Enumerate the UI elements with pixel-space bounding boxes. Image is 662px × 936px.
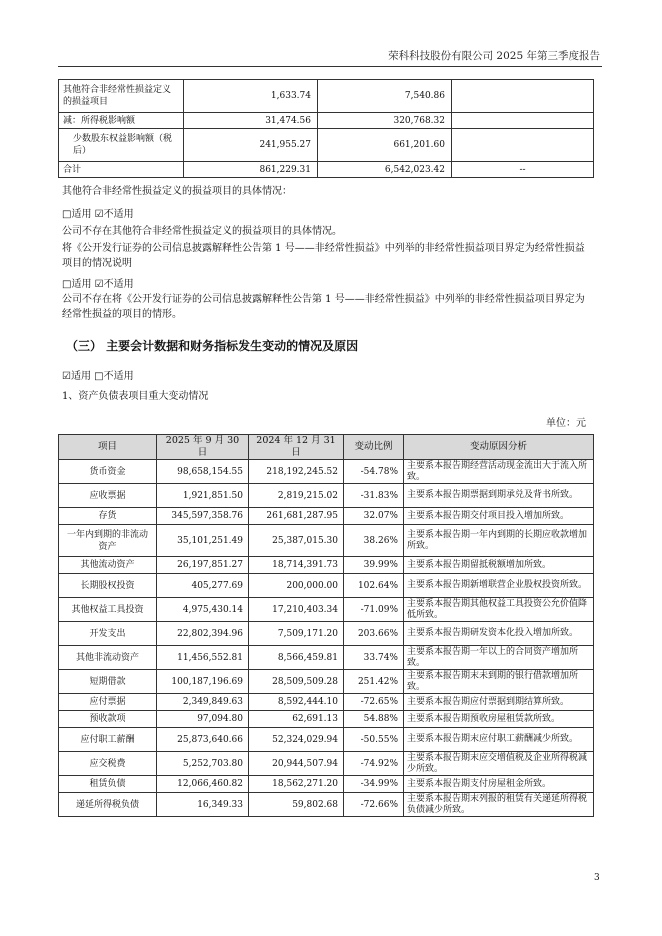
table-cell-item: 一年内到期的非流动资产 <box>59 525 157 557</box>
header-divider <box>58 66 602 67</box>
table-cell-reason: 主要系本报告期经营活动现金流出大于流入所致。 <box>404 460 594 484</box>
table-row <box>59 622 594 646</box>
table-cell-pct: 251.42% <box>344 670 404 694</box>
table-cell-b: 7,509,171.20 <box>249 622 344 646</box>
table-cell-a: 26,197,851.27 <box>157 557 249 574</box>
table-cell-a: 35,101,251.49 <box>157 525 249 557</box>
table-cell-b: 28,509,509.28 <box>249 670 344 694</box>
table-cell-pct: 39.99% <box>344 557 404 574</box>
table-row <box>59 574 594 598</box>
table-cell-reason: 主要系本报告期交付项目投入增加所致。 <box>404 508 594 525</box>
table-cell: 合计 <box>59 162 184 178</box>
table-cell-item: 开发支出 <box>59 622 157 646</box>
table-cell-reason: 主要系本报告期新增联营企业股权投资所致。 <box>404 574 594 598</box>
table-cell-pct: -34.99% <box>344 776 404 793</box>
column-header: 变动比例 <box>344 435 404 460</box>
table-cell-pct: 38.26% <box>344 525 404 557</box>
table-cell: -- <box>452 162 594 178</box>
table-cell: 31,474.56 <box>184 113 318 129</box>
applicability-checkbox: ☑适用 □不适用 <box>62 371 134 382</box>
table-cell-pct: -74.92% <box>344 752 404 776</box>
table-cell-reason: 主要系本报告期一年以上的合同资产增加所致。 <box>404 646 594 670</box>
table-row <box>59 484 594 508</box>
table-row <box>59 460 594 484</box>
table-cell-item: 其他非流动资产 <box>59 646 157 670</box>
table-cell-a: 345,597,358.76 <box>157 508 249 525</box>
table-cell-a: 16,349.33 <box>157 793 249 817</box>
table-cell-item: 应交税费 <box>59 752 157 776</box>
table-cell: 7,540.86 <box>318 80 452 113</box>
table-row <box>59 646 594 670</box>
table-row <box>59 129 594 162</box>
table-cell-b: 20,944,507.94 <box>249 752 344 776</box>
table-cell-pct: -72.65% <box>344 694 404 711</box>
table-cell-reason: 主要系本报告期末应付职工薪酬减少所致。 <box>404 728 594 752</box>
table-cell-reason: 主要系本报告期其他权益工具投资公允价值降低所致。 <box>404 598 594 622</box>
table-cell-a: 1,921,851.50 <box>157 484 249 508</box>
table-cell-a: 12,066,460.82 <box>157 776 249 793</box>
table-cell: 861,229.31 <box>184 162 318 178</box>
table-cell-b: 18,714,391.73 <box>249 557 344 574</box>
table-cell-item: 货币资金 <box>59 460 157 484</box>
table-row <box>59 508 594 525</box>
table-cell-item: 应付票据 <box>59 694 157 711</box>
table-row <box>59 80 594 113</box>
table-cell-pct: -72.66% <box>344 793 404 817</box>
table-row <box>59 113 594 129</box>
table-cell-b: 218,192,245.52 <box>249 460 344 484</box>
table-cell-a: 4,975,430.14 <box>157 598 249 622</box>
table-cell-reason: 主要系本报告期末未到期的银行借款增加所致。 <box>404 670 594 694</box>
table-cell-item: 租赁负债 <box>59 776 157 793</box>
table-row <box>59 793 594 817</box>
table-cell-item: 其他流动资产 <box>59 557 157 574</box>
table-cell-reason: 主要系本报告期预收房屋租赁款所致。 <box>404 711 594 728</box>
table-cell-b: 59,802.68 <box>249 793 344 817</box>
table-cell-b: 261,681,287.95 <box>249 508 344 525</box>
paragraph: 将《公开发行证券的公司信息披露解释性公告第 1 号——非经常性损益》中列举的非经常性损益项目界定为经常性损益项目的情况说明 <box>62 243 585 269</box>
table-cell-b: 200,000.00 <box>249 574 344 598</box>
table-cell-reason: 主要系本报告期一年内到期的长期应收款增加所致。 <box>404 525 594 557</box>
table-cell-b: 62,691.13 <box>249 711 344 728</box>
subsection-title: 1、资产负债表项目重大变动情况 <box>62 391 209 402</box>
page-header: 荣科科技股份有限公司 2025 年第三季度报告 <box>388 50 600 62</box>
table-cell: 减：所得税影响额 <box>59 113 184 129</box>
table-cell: 6,542,023.42 <box>318 162 452 178</box>
table-cell <box>452 129 594 162</box>
table-cell: 少数股东权益影响额（税后） <box>59 129 184 162</box>
table-cell-a: 98,658,154.55 <box>157 460 249 484</box>
table-cell-a: 25,873,640.66 <box>157 728 249 752</box>
table-cell-b: 25,387,015.30 <box>249 525 344 557</box>
table-cell-a: 405,277.69 <box>157 574 249 598</box>
table-cell-b: 8,566,459.81 <box>249 646 344 670</box>
table-cell-item: 递延所得税负债 <box>59 793 157 817</box>
table-cell <box>452 80 594 113</box>
table-cell-reason: 主要系本报告期应付票据到期结算所致。 <box>404 694 594 711</box>
table-cell-item: 长期股权投资 <box>59 574 157 598</box>
paragraph: 其他符合非经常性损益定义的损益项目的具体情况： <box>62 186 292 197</box>
table-cell: 241,955.27 <box>184 129 318 162</box>
table-cell <box>452 113 594 129</box>
table-cell-a: 97,094.80 <box>157 711 249 728</box>
table-cell: 320,768.32 <box>318 113 452 129</box>
table-cell-b: 18,562,271.20 <box>249 776 344 793</box>
table-cell-pct: -54.78% <box>344 460 404 484</box>
table-cell-reason: 主要系本报告期票据到期承兑及背书所致。 <box>404 484 594 508</box>
table-cell-pct: 33.74% <box>344 646 404 670</box>
table-cell-pct: -31.83% <box>344 484 404 508</box>
table-cell-a: 11,456,552.81 <box>157 646 249 670</box>
table-cell-reason: 主要系本报告期末列报的租赁有关递延所得税负债减少所致。 <box>404 793 594 817</box>
table-cell-item: 应收票据 <box>59 484 157 508</box>
table-cell-pct: -50.55% <box>344 728 404 752</box>
table-cell-item: 短期借款 <box>59 670 157 694</box>
table-cell-reason: 主要系本报告期末应交增值税及企业所得税减少所致。 <box>404 752 594 776</box>
table-cell-b: 17,210,403.34 <box>249 598 344 622</box>
balance-sheet-changes-table <box>58 434 594 817</box>
table-row <box>59 670 594 694</box>
table-row <box>59 694 594 711</box>
table-cell-item: 存货 <box>59 508 157 525</box>
table-cell-item: 应付职工薪酬 <box>59 728 157 752</box>
column-header: 2024 年 12 月 31 日 <box>249 435 344 460</box>
table-cell-pct: 203.66% <box>344 622 404 646</box>
table-cell-reason: 主要系本报告期支付房屋租金所致。 <box>404 776 594 793</box>
table-cell-pct: 102.64% <box>344 574 404 598</box>
column-header: 变动原因分析 <box>404 435 594 460</box>
unit-label: 单位：元 <box>546 418 586 429</box>
table-cell: 其他符合非经常性损益定义的损益项目 <box>59 80 184 113</box>
table-cell: 661,201.60 <box>318 129 452 162</box>
table-row <box>59 776 594 793</box>
applicability-checkbox: □适用 ☑不适用 <box>62 279 134 290</box>
table-cell-a: 22,802,394.96 <box>157 622 249 646</box>
table-row <box>59 598 594 622</box>
column-header: 项目 <box>59 435 157 460</box>
table-cell-reason: 主要系本报告期研发资本化投入增加所致。 <box>404 622 594 646</box>
table-cell-item: 预收款项 <box>59 711 157 728</box>
table-cell: 1,633.74 <box>184 80 318 113</box>
non-recurring-gains-table <box>58 79 594 178</box>
table-cell-pct: 54.88% <box>344 711 404 728</box>
table-header-row <box>59 435 594 460</box>
table-cell-a: 5,252,703.80 <box>157 752 249 776</box>
table-cell-reason: 主要系本报告期留抵税额增加所致。 <box>404 557 594 574</box>
table-cell-b: 52,324,029.94 <box>249 728 344 752</box>
applicability-checkbox: □适用 ☑不适用 <box>62 209 134 220</box>
table-cell-a: 100,187,196.69 <box>157 670 249 694</box>
table-cell-a: 2,349,849.63 <box>157 694 249 711</box>
column-header: 2025 年 9 月 30 日 <box>157 435 249 460</box>
table-cell-b: 2,819,215.02 <box>249 484 344 508</box>
section-title: （三） 主要会计数据和财务指标发生变动的情况及原因 <box>66 339 359 353</box>
table-row <box>59 557 594 574</box>
table-cell-item: 其他权益工具投资 <box>59 598 157 622</box>
table-cell-pct: -71.09% <box>344 598 404 622</box>
table-row <box>59 711 594 728</box>
paragraph: 公司不存在其他符合非经常性损益定义的损益项目的具体情况。 <box>62 226 342 237</box>
table-row <box>59 525 594 557</box>
table-cell-b: 8,592,444.10 <box>249 694 344 711</box>
table-cell-pct: 32.07% <box>344 508 404 525</box>
page-number: 3 <box>594 873 600 883</box>
paragraph: 公司不存在将《公开发行证券的公司信息披露解释性公告第 1 号——非经常性损益》中列举的非经常性损益项目界定为经常性损益的项目的情形。 <box>62 294 585 320</box>
table-row <box>59 728 594 752</box>
table-row <box>59 162 594 178</box>
table-row <box>59 752 594 776</box>
